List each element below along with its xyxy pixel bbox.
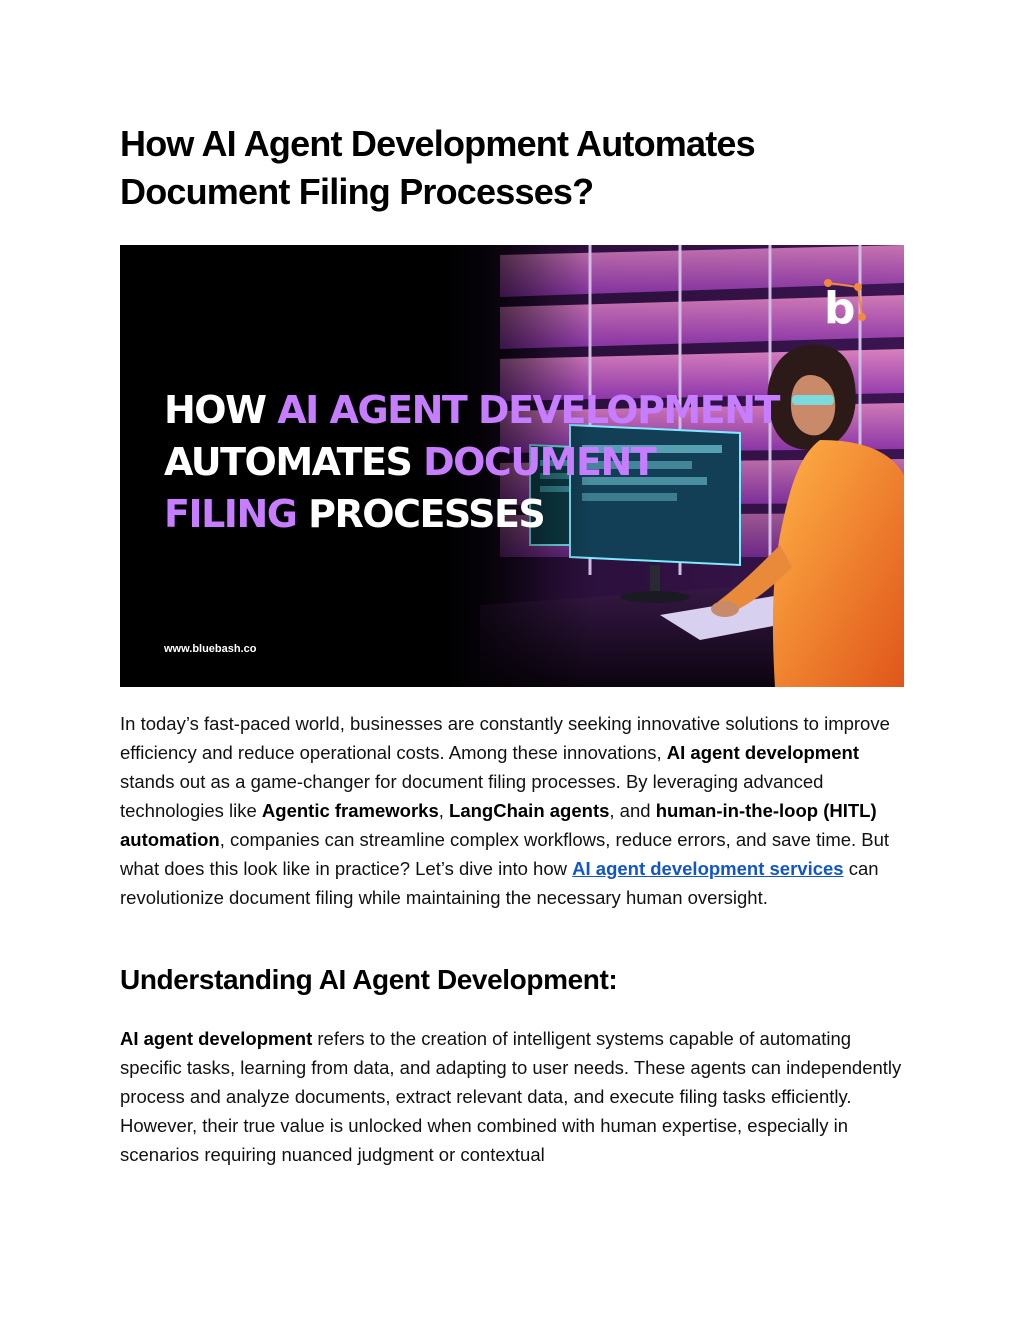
hero-image — [120, 245, 904, 687]
bold-term: AI agent development — [666, 742, 860, 763]
hero-line-1: HOW AI AGENT DEVELOPMENT — [164, 388, 779, 432]
bold-term: human-in-the-loop (HITL) automation — [120, 800, 877, 850]
svg-text:b: b — [824, 283, 856, 334]
bold-term: Agentic frameworks — [261, 800, 439, 821]
hero-line-3: FILING PROCESSES — [164, 492, 545, 536]
bold-term: LangChain agents — [449, 800, 610, 821]
intro-paragraph: In today’s fast-paced world, businesses are constantly seeking innovative solutions to improve efficiency and reduce operational costs. Among these innovations, AI agent development stands out as a game-changer for document filing processes. By leveraging advanced technologies like Agentic frameworks, LangChain agents, and human-in-the-loop (HITL) automation, companies can streamline complex workflows, reduce errors, and save time. But what does this look like in practice? Let’s dive into how AI agent development services can revolutionize document filing while maintaining the necessary human oversight. — [120, 713, 890, 908]
ai-agent-services-link[interactable]: AI agent development services — [572, 858, 844, 879]
section-heading: Understanding AI Agent Development: — [120, 964, 618, 995]
section-paragraph: AI agent development refers to the creation of intelligent systems capable of automating specific tasks, learning from data, and adapting to user needs. These agents can independently process and analyze documents, extract relevant data, and execute filing tasks efficiently. However, their true value is unlocked when combined with human expertise, especially in scenarios requiring nuanced judgment or contextual — [120, 1028, 902, 1165]
hero-line-2: AUTOMATES DOCUMENT — [164, 440, 656, 484]
page-title: How AI Agent Development Automates Document Filing Processes? — [120, 123, 755, 212]
bold-term: AI agent development — [120, 1028, 313, 1049]
hero-website: www.bluebash.co — [164, 643, 257, 655]
